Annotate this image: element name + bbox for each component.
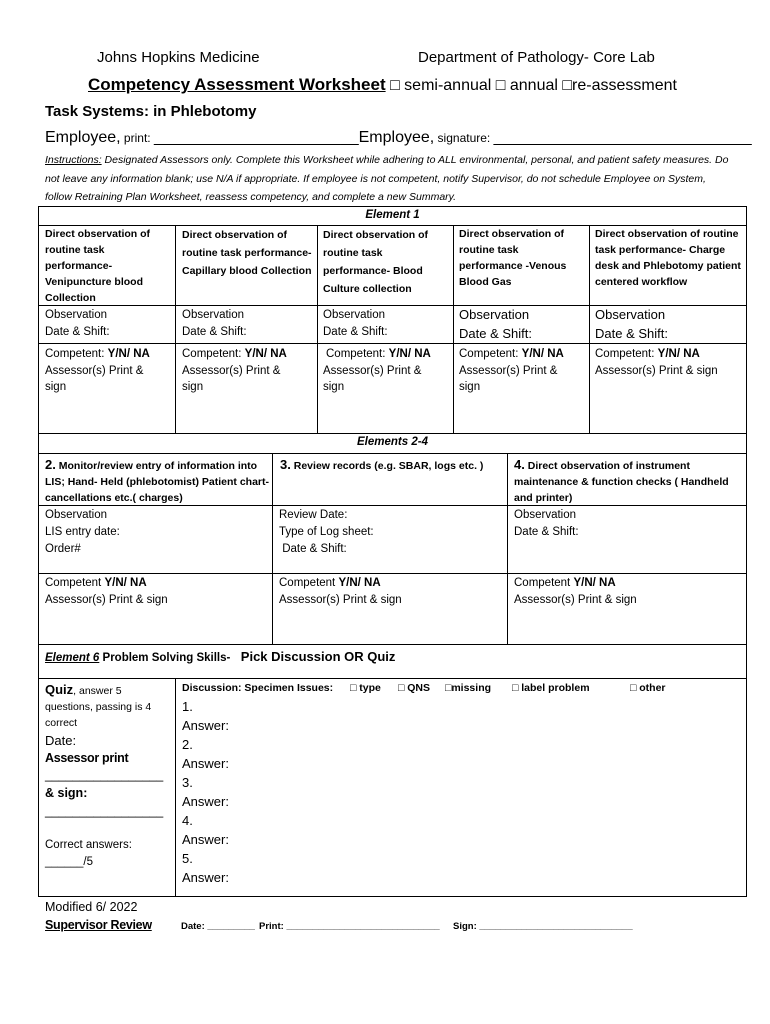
element2-num: 2. — [45, 457, 56, 472]
element4-lines — [514, 507, 579, 541]
element1-col3-competent[interactable] — [326, 346, 453, 362]
elements24-heading: Elements 2-4 — [357, 436, 428, 448]
element2-line[interactable]: LIS entry date: — [45, 526, 120, 538]
element1-col2-observation: Observation — [182, 309, 245, 321]
element3-num: 3. — [280, 457, 291, 472]
element4-num: 4. — [514, 457, 525, 472]
element1-col2-date[interactable]: Date & Shift: — [182, 326, 247, 338]
element3-line[interactable]: Type of Log sheet: — [279, 526, 374, 538]
element2-assessor[interactable]: Assessor(s) Print & sign — [45, 594, 168, 606]
department-name: Department of Pathology- Core Lab — [418, 49, 655, 66]
element3-line[interactable]: Review Date: — [279, 509, 348, 521]
competent-yn[interactable]: Y/N/ NA — [388, 348, 431, 360]
org-name: Johns Hopkins Medicine — [97, 49, 260, 66]
element4-title — [514, 457, 742, 506]
discussion-question-number: 3. — [182, 775, 193, 790]
competent-label: Competent: — [595, 348, 658, 360]
element1-col5-date[interactable]: Date & Shift: — [595, 326, 668, 341]
element2-title-text: Monitor/review entry of information into LIS; Hand- Held (phlebotomist) Patient chart- cancellations etc.( charges) — [45, 460, 270, 504]
element1-col3-observation: Observation — [323, 309, 386, 321]
discussion-option-missing[interactable]: □missing — [445, 682, 492, 694]
element2-line: Observation — [45, 509, 108, 521]
competent-yn[interactable]: Y/N/ NA — [338, 577, 381, 589]
element4-competent[interactable] — [514, 575, 616, 591]
employee-sign-label: Employee, — [358, 129, 435, 146]
discussion-answer-field[interactable]: Answer: — [182, 718, 229, 733]
supervisor-date-field[interactable]: Date: _________ — [181, 921, 255, 932]
quiz-description — [45, 682, 170, 731]
instructions-text: Designated Assessors only. Complete this Worksheet while adhering to ALL environmental, personal, and patient safety measures. Do not leave any information blank; use N/A if appropriate. If employee is not competent, notify Supervisor, do not schedule Employee on System, follow Retraining Plan Worksheet, reassess competency, and complete a new Summary. — [45, 154, 729, 203]
element1-col2-title: Direct observation of routine task performance- Capillary blood Collection — [182, 229, 312, 277]
element4-line: Observation — [514, 509, 577, 521]
competent-yn[interactable]: Y/N/ NA — [657, 348, 700, 360]
quiz-score-field[interactable]: ______/5 — [45, 856, 93, 868]
discussion-option-label-problem[interactable]: □ label problem — [512, 682, 590, 694]
element1-col3-date[interactable]: Date & Shift: — [323, 326, 388, 338]
element2-title — [45, 457, 269, 506]
page-title: Competency Assessment Worksheet — [88, 75, 386, 94]
element3-lines — [279, 507, 374, 558]
discussion-option-type[interactable]: □ type — [350, 682, 381, 694]
employee-sign-field[interactable]: _____________________________ — [493, 129, 752, 146]
competent-label: Competent — [45, 577, 105, 589]
competent-yn[interactable]: Y/N/ NA — [521, 348, 564, 360]
employee-print-field[interactable]: _______________________ — [153, 129, 359, 146]
employee-sign-sub: signature: — [434, 131, 494, 145]
discussion-question-number: 5. — [182, 851, 193, 866]
element1-col5-observation: Observation — [595, 307, 666, 322]
competent-label: Competent: — [182, 348, 245, 360]
competent-label: Competent: — [326, 348, 389, 360]
instructions-label: Instructions: — [45, 154, 102, 166]
element1-col1-competent[interactable] — [45, 346, 173, 362]
quiz-sign-label: & sign: — [45, 786, 88, 800]
discussion-answer-field[interactable]: Answer: — [182, 832, 229, 847]
element1-col4-competent[interactable] — [459, 346, 587, 362]
discussion-answer-field[interactable]: Answer: — [182, 756, 229, 771]
employee-print-label: Employee, — [45, 129, 121, 146]
element1-col5-assessor[interactable]: Assessor(s) Print & sign — [595, 365, 718, 377]
discussion-answer-field[interactable]: Answer: — [182, 794, 229, 809]
element1-col4-date[interactable]: Date & Shift: — [459, 326, 532, 341]
quiz-desc: , answer 5 questions, passing is 4 correct — [45, 685, 152, 729]
element2-line[interactable]: Order# — [45, 543, 81, 555]
element4-assessor[interactable]: Assessor(s) Print & sign — [514, 594, 637, 606]
title-row — [88, 75, 677, 95]
discussion-option-other[interactable]: □ other — [630, 682, 666, 694]
element6-label: Element 6 — [45, 652, 100, 664]
quiz-label: Quiz — [45, 682, 74, 697]
element3-title-text: Review records (e.g. SBAR, logs etc. ) — [290, 460, 484, 472]
competent-label: Competent: — [45, 348, 108, 360]
task-systems: Task Systems: in Phlebotomy — [45, 103, 257, 120]
element1-col1-title: Direct observation of routine task performance- Venipuncture blood Collection — [45, 228, 151, 304]
element1-col1-observation: Observation — [45, 309, 108, 321]
element4-title-text: Direct observation of instrument maintenance & function checks ( Handheld and printer) — [514, 460, 729, 504]
element1-col3-title: Direct observation of routine task performance- Blood Culture collection — [323, 229, 429, 295]
element2-competent[interactable] — [45, 575, 147, 591]
supervisor-print-field[interactable]: Print: _____________________________ — [259, 921, 440, 932]
discussion-items — [182, 697, 229, 887]
competent-label: Competent: — [459, 348, 522, 360]
modified-date: Modified 6/ 2022 — [45, 900, 138, 914]
competent-label: Competent — [514, 577, 574, 589]
element4-line[interactable]: Date & Shift: — [514, 526, 579, 538]
element6-heading — [45, 648, 395, 666]
instructions — [45, 151, 735, 207]
competent-yn[interactable]: Y/N/ NA — [107, 348, 150, 360]
quiz-assessor-print-label: Assessor print — [45, 751, 129, 765]
quiz-sign-field[interactable]: _________________ — [45, 804, 164, 818]
element1-col5-title: Direct observation of routine task performance- Charge desk and Phlebotomy patient centered workflow — [595, 228, 741, 288]
element1-heading: Element 1 — [365, 209, 420, 221]
element3-line[interactable]: Date & Shift: — [279, 543, 347, 555]
quiz-assessor-print-field[interactable]: _________________ — [45, 768, 164, 782]
element1-col1-date[interactable]: Date & Shift: — [45, 326, 110, 338]
element1-col4-title: Direct observation of routine task performance -Venous Blood Gas — [459, 228, 567, 288]
discussion-question-number: 4. — [182, 813, 193, 828]
discussion-question-number: 2. — [182, 737, 193, 752]
employee-line — [45, 129, 752, 147]
competent-yn[interactable]: Y/N/ NA — [104, 577, 147, 589]
element1-col4-assessor[interactable]: Assessor(s) Print & sign — [459, 365, 558, 393]
element1-col4-observation: Observation — [459, 307, 530, 322]
discussion-label: Discussion: Specimen Issues: — [182, 682, 334, 694]
element3-assessor[interactable]: Assessor(s) Print & sign — [279, 594, 402, 606]
supervisor-sign-field[interactable]: Sign: _____________________________ — [453, 921, 633, 932]
competent-yn[interactable]: Y/N/ NA — [573, 577, 616, 589]
discussion-answer-field[interactable]: Answer: — [182, 870, 229, 885]
element1-col1-assessor[interactable]: Assessor(s) Print & sign — [45, 365, 144, 393]
competent-yn[interactable]: Y/N/ NA — [244, 348, 287, 360]
element1-col2-assessor[interactable]: Assessor(s) Print & sign — [182, 365, 281, 393]
element3-title — [280, 457, 504, 474]
element6-pick: Pick Discussion OR Quiz — [240, 649, 396, 664]
quiz-date[interactable]: Date: — [45, 733, 77, 748]
quiz-correct-label: Correct answers: — [45, 839, 132, 851]
element1-col2-competent[interactable] — [182, 346, 315, 362]
assessment-type-options[interactable]: □ semi-annual □ annual □re-assessment — [390, 77, 677, 94]
employee-print-sub: print: — [120, 131, 154, 145]
element1-col3-assessor[interactable]: Assessor(s) Print & sign — [323, 365, 422, 393]
element1-col5-competent[interactable] — [595, 346, 745, 362]
supervisor-review-label: Supervisor Review — [45, 918, 152, 932]
competent-label: Competent — [279, 577, 339, 589]
discussion-question-number: 1. — [182, 699, 193, 714]
element3-competent[interactable] — [279, 575, 381, 591]
discussion-option-qns[interactable]: □ QNS — [398, 682, 431, 694]
element6-title: Problem Solving Skills- — [99, 652, 231, 664]
element2-lines — [45, 507, 120, 558]
